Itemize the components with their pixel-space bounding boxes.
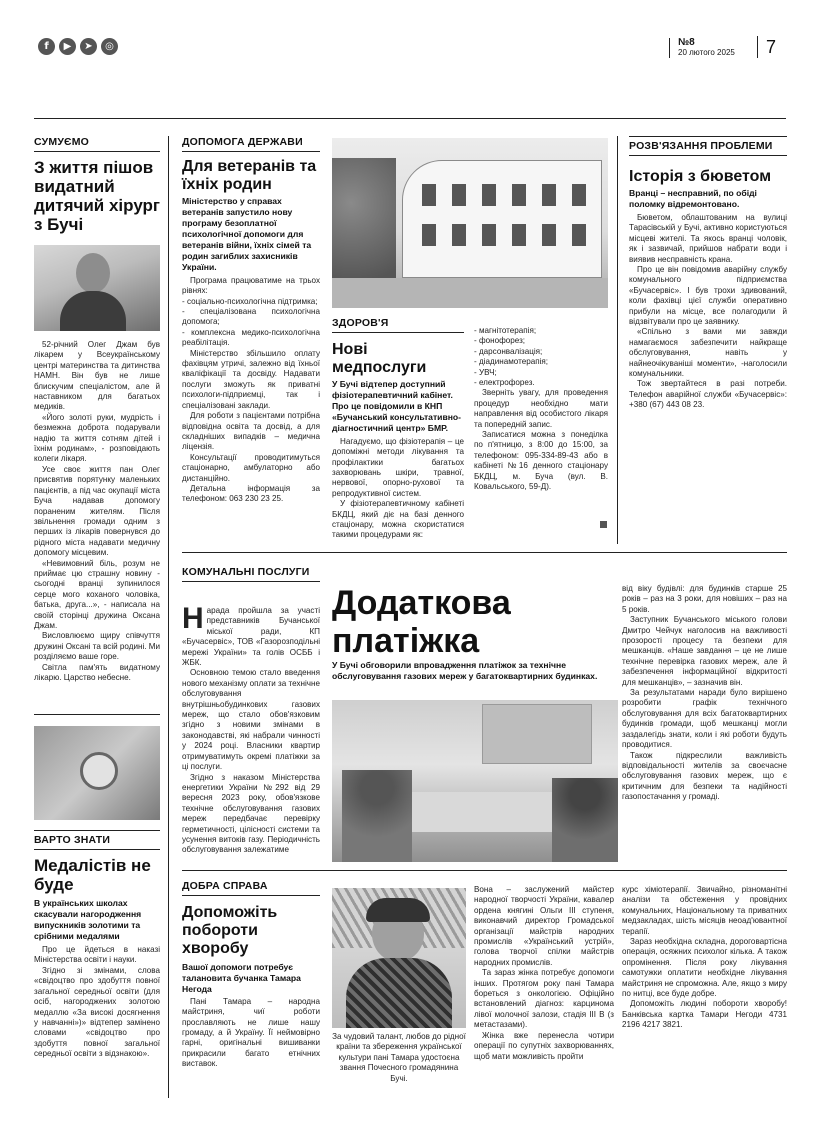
veterans-paragraph: Міністерство збільшило оплату фахівцям утричі, залежно від їхньої кваліфікації та досвіду. Надавати послуги зможуть як приватні психологи-підприємці, так і спеціалізовані заклади. [182,348,320,410]
instagram-icon[interactable]: ◎ [101,38,118,55]
fountain-paragraph: Тож звертайтеся в разі потреби. Телефон аварійної служби «Бучасервіс»: +380 (67) 443 08 23. [629,379,787,410]
dropcap: Н [182,602,204,635]
health-paragraph: Записатися можна з понеділка по п'ятницю, з 8:00 до 15:00, за телефоном: 095-334-89-43 або в кабінеті №16 денного стаціонару БКДЦ, м. Буча (вул. В. Ковальського, 59-Д). [474,430,608,492]
veterans-body [182,276,320,505]
utilities-paragraph: Заступник Бучанського міського голови Дмитро Чейчук наголосив на важливості прозорості процесу та безпеки для мешканців. «Наше завдання – це не лише технічне перевірка газових мереж, але й забезпечення інформаційної відкритості для мешканців», – зазначив він. [622,615,787,687]
charity-paragraph: Пані Тамара – народна майстриня, чиї роботи прославляють не лише нашу громаду, а й Україну. Її неймовірно гарні, оригінальні вишиванки прикрасили багато етнічних виставок. [182,996,320,1069]
health-body [332,437,464,541]
level-item: - спеціалізована психологічна допомога; [182,307,320,328]
utilities-headline: Додаткова платіжка [332,584,511,660]
charity-paragraph: Вона – заслужений майстер народної творчості України, кавалер ордена княгині Ольги III ступеня, виконавчий директор Громадської організації майстрів народних промислів «Український устрій», голова творчої спілки майстрів народних промислів. [474,885,614,967]
rubric-health: ЗДОРОВ'Я [332,317,464,333]
charity-body [182,997,320,1070]
column-divider [617,136,618,544]
obituary-paragraph: «Невимовний біль, розум не приймає цю страшну новину - сьогодні вранці зупинилося серце мого коханого чоловіка, батька, друга...», - написала на своїй сторінці дружина Оксана Джам. [34,558,160,630]
medals-lead: В українських школах скасували нагородження випускників золотими та срібними медалями [34,898,142,942]
obituary-body [34,340,160,683]
tamara-photo [332,888,466,1028]
section-divider [182,870,787,871]
charity-body-mid [474,885,614,1062]
procedure-item: - електрофорез. [474,378,608,388]
level-item: - соціально-психологічна підтримка; [182,297,320,307]
obituary-paragraph: Усе своє життя пан Олег присвятив порятунку маленьких пацієнтів, а під час окупації міста Буча надавав допомогу пораненим жителям. Після звільнення громади одним з перших із лікарів повернувся до рідного міста надавати медичну допомогу місцевим. [34,464,160,558]
charity-paragraph: Зараз необхідна складна, дороговартісна операція, осяжних психолог кілька. А також опромінення. Після року лікування самотужки оплатити необхідне лікування майстриня не спроможна. Але, якщо з миру по нитці, все буде добре. [622,937,787,999]
charity-paragraph: Допоможіть людині побороти хворобу! Банківська картка Тамари Негоди 4731 2196 4217 3821. [622,999,787,1030]
veterans-lead: Міністерство у справах ветеранів запустило нову програму безоплатної психологічної допомоги для ветеранів війни, їхніх сімей та родин загиблих захисників України. [182,195,312,272]
medals-headline: Медалістів не буде [34,856,151,895]
issue-info [669,38,735,58]
medals-article [34,830,160,1060]
issue-date: 20 лютого 2025 [678,48,735,57]
fountain-headline: Історія з бюветом [629,168,772,185]
veterans-article [182,136,320,505]
divider [34,714,160,715]
rubric-charity: ДОБРА СПРАВА [182,880,320,896]
utilities-paragraph: Основною темою стало введення нового механізму оплати за технічне обслуговування внутрішньобудинкових газових мереж, що стало обов'язковим згідно з новими змінами в законодавстві, які набрали чинності у 2024 році. Власники квартир отримуватимуть окремі платіжки за ці послуги. [182,668,320,772]
utilities-body-right [622,584,787,803]
veterans-paragraph: Консультації проводитимуться стаціонарно, амбулаторно або дистанційно. [182,452,320,483]
health-paragraph: У фізіотерапевтичному кабінеті БКДЦ, який діє на базі денного стаціонару, можна скористатися такими процедурами як: [332,499,464,540]
veterans-levels [182,297,320,349]
youtube-icon[interactable]: ▶ [59,38,76,55]
tamara-caption: За чудовий талант, любов до рідної країни та збереження української культури пані Тамара удостоєна звання Почесного громадянина Бучі. [332,1032,466,1083]
utilities-paragraph: арада пройшла за участі представників Бучанської міської ради, КП «Бучасервіс», ТОВ «Газорозподільні мережі України» та голів ОСББ і ЖБК. [182,606,320,668]
utilities-paragraph: від віку будівлі: для будинків старше 25 років – раз на 3 роки, для новіших – раз на 5 років. [622,584,787,614]
utilities-body [182,602,320,856]
medal-photo [34,726,160,820]
header-divider [34,118,786,119]
telegram-icon[interactable]: ➤ [80,38,97,55]
obituary-headline: З життя пішов видатний дитячий хірург з Бучі [34,158,161,235]
veterans-intro: Програма працюватиме на трьох рівнях: [182,275,320,296]
health-body-right [474,326,608,493]
fountain-paragraph: Бюветом, облаштованим на вулиці Тарасівській у Бучі, активно користуються місцеві жителі. Та якось вранці чоловік, як і зазвичай, прийшов набрати води і виявив несправність крана. [629,212,787,264]
utilities-paragraph: Також підкреслили важливість відповідальності жителів за своєчасне обслуговування газових мереж, що є критичним для безпеки та надійності газопостачання у громаді. [622,750,787,802]
charity-article [182,880,320,1070]
obituary-paragraph: Висловлюємо щиру співчуття дружині Оксані та всій родині. Ми розділяємо ваше горе. [34,631,161,662]
fountain-body [629,213,787,411]
fountain-paragraph: Про це він повідомив аварійну службу комунального підприємства «Бучасервіс». І був трохи здивований, коли фахівці цієї служби оперативно прибули на місце, все полагодили й відзвітували про це заявнику. [629,264,787,326]
level-item: - комплексна медико-психологічна реабілітація. [182,328,320,349]
obituary-paragraph: «Його золоті руки, мудрість і безмежна доброта подарували надію та життя сотням дітей і їхнім родинам», - розповідають колеги лікаря. [34,412,160,464]
clinic-building-photo [332,138,608,308]
procedure-item: - діадинамотерапія; [474,357,608,367]
health-headline: Нові медпослуги [332,341,427,376]
rubric-know: ВАРТО ЗНАТИ [34,830,160,850]
charity-body-right [622,885,787,1031]
veterans-paragraph: Для роботи з пацієнтами потрібна відповідна освіта та досвід, а для складніших випадків – медична ліцензія. [182,411,320,452]
facebook-icon[interactable]: f [38,38,55,55]
meeting-photo [332,700,618,862]
utilities-article [182,566,320,856]
charity-paragraph: Та зараз жінка потребує допомоги інших. Протягом року пані Тамара бореться з онкологією. Офіційно встановлений діагноз: карцинома лівої молочної залози, стадія III B (з метастазами). [474,968,614,1030]
charity-lead: Вашої допомоги потребує талановита бучанка Тамара Негода [182,961,301,994]
utilities-paragraph: За результатами наради було вирішено розробити графік технічного обслуговування для всіх багатоквартирних будинків громади, щоб мешканці могли заздалегідь знати, коли і які роботи будуть проводитися. [622,688,787,750]
rubric-obituary: СУМУЄМО [34,136,160,152]
fountain-article [629,136,787,411]
end-mark-icon [600,521,607,528]
veterans-paragraph: Детальна інформація за телефоном: 063 230 23 25. [182,483,320,504]
health-article [332,317,464,541]
medals-paragraph: Про це йдеться в наказі Міністерства освіти і науки. [34,945,160,965]
veterans-headline: Для ветеранів та їхніх родин [182,158,317,193]
health-lead: У Бучі відтепер доступний фізіотерапевтичний кабінет. Про це повідомили в КНП «Бучанський консультативно-діагностичний центр» БМР. [332,378,462,433]
obituary-paragraph: 52-річний Олег Джам був лікарем у Всеукраїнському центрі материнства та дитинства НАМН. Він був не лише блискучим спеціалістом, але й наставником для багатьох медиків. [34,340,160,412]
fountain-lead: Вранці – несправний, по обіді поломку відремонтовано. [629,187,757,209]
rubric-utilities: КОМУНАЛЬНІ ПОСЛУГИ [182,566,320,582]
health-paragraph: Зверніть увагу, для проведення процедур необхідно мати направлення від особистого лікаря та попередній запис. [474,388,608,429]
charity-paragraph: Жінка вже перенесла чотири операції по супутніх захворюваннях, щоб мати можливість пройти [474,1030,614,1061]
procedure-item: - фонофорез; [474,336,608,346]
medals-body [34,945,160,1059]
doctor-photo [34,245,160,331]
utilities-header [332,584,618,682]
charity-paragraph: курс хіміотерапії. Звичайно, різноманітні аналізи та обстеження у провідних комунальних, Національному та приватних медзакладах, шість місяців неоад'ювантної терапії. [622,885,787,936]
page-number: 7 [757,36,776,58]
fountain-paragraph: «Спільно з вами ми завжди намагаємося забезпечити найкраще обслуговування, навіть у найнеочікуваніші моменти», -наголосили комунальники. [629,327,787,378]
utilities-paragraph: Згідно з наказом Міністерства енергетики України №292 від 29 вересня 2023 року, обов'язкове технічне обслуговування газових мереж передбачає перевірку герметичності, цілісності системи та усунення витоків газу. Періодичність обслуговування залежатиме [182,772,320,855]
medals-paragraph: Згідно зі змінами, слова «свідоцтво про здобуття повної загальної середньої освіти (для осіб, нагороджених золотою медаллю «За високі досягнення у навчанні»)» відтепер замінено словами «свідоцтво про здобуття повної загальної середньої освіти з відзнакою». [34,965,160,1059]
rubric-state-help: ДОПОМОГА ДЕРЖАВИ [182,136,320,152]
procedure-item: - магнітотерапія; [474,326,608,336]
issue-number: №8 [678,37,695,48]
social-icons [38,38,118,55]
procedures-list [474,326,608,388]
charity-headline: Допоможіть побороти хворобу [182,904,278,957]
procedure-item: - дарсонвалізація; [474,347,608,357]
obituary-paragraph: Світла пам'ять видатному лікарю. Царство небесне. [34,662,160,682]
utilities-lead: У Бучі обговорили впровадження платіжок за технічне обслуговування газових мереж у багатоквартирних будинках. [332,660,598,681]
obituary-article [34,136,160,234]
section-divider [182,552,787,553]
health-paragraph: Нагадуємо, що фізіотерапія – це допоміжні методи лікування та профілактики багатьох захворювань шкіри, травної, нервової, опорно-рухової та репродуктивної систем. [332,436,464,498]
rubric-problem: РОЗВ'ЯЗАННЯ ПРОБЛЕМИ [629,136,787,156]
column-divider [168,136,169,1098]
procedure-item: - УВЧ; [474,368,608,378]
